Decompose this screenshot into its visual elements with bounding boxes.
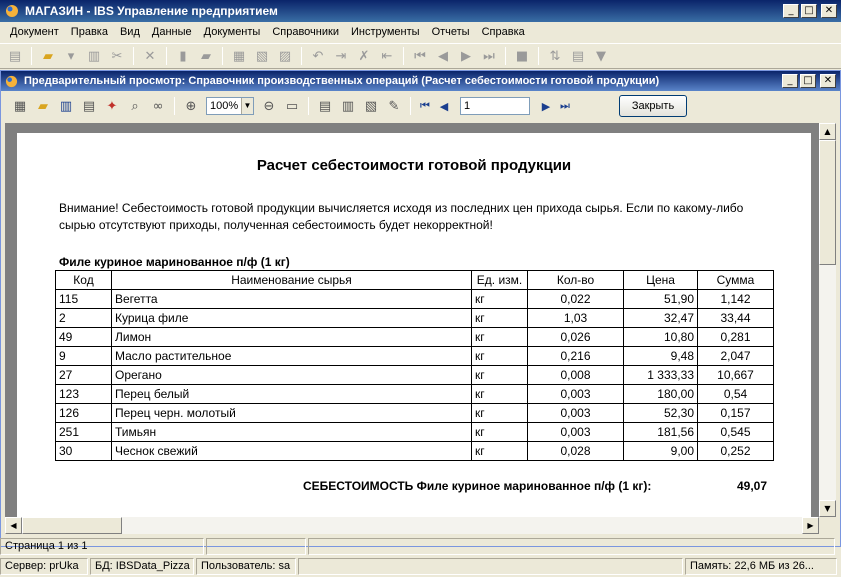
cell-code: 9 <box>56 347 112 366</box>
print-icon[interactable]: ▦ <box>13 98 27 114</box>
report-page <box>17 133 811 517</box>
paste-icon[interactable]: ▰ <box>201 48 211 64</box>
toolbar-separator <box>31 47 32 65</box>
app-icon <box>5 4 19 18</box>
cell-qty: 0,003 <box>528 404 624 423</box>
preview-icon[interactable]: ▧ <box>255 48 269 64</box>
col-sum: Сумма <box>698 271 774 290</box>
cell-name: Орегано <box>112 366 472 385</box>
print-icon[interactable]: ▦ <box>232 48 246 64</box>
binoculars-icon[interactable]: ∞ <box>152 98 164 114</box>
next-page-icon[interactable]: ▶ <box>541 99 551 113</box>
filter-icon[interactable]: ▼ <box>596 48 606 64</box>
delete-icon[interactable]: ✕ <box>144 48 156 64</box>
scroll-thumb[interactable] <box>819 140 836 265</box>
new-folder-icon[interactable]: ▾ <box>67 48 75 64</box>
toolbar-separator <box>538 47 539 65</box>
save-icon[interactable]: ▥ <box>59 98 73 114</box>
cell-unit: кг <box>472 328 528 347</box>
col-qty: Кол-во <box>528 271 624 290</box>
sort-icon[interactable]: ⇅ <box>549 48 561 64</box>
status-empty-cell <box>298 558 683 575</box>
toolbar-separator <box>403 47 404 65</box>
cell-name: Курица филе <box>112 309 472 328</box>
menu-help[interactable]: Справка <box>481 26 525 38</box>
table-row <box>56 366 774 385</box>
cell-unit: кг <box>472 385 528 404</box>
app-title: МАГАЗИН - IBS Управление предприятием <box>25 4 278 18</box>
cell-qty: 0,003 <box>528 423 624 442</box>
cell-unit: кг <box>472 366 528 385</box>
col-unit: Ед. изм. <box>472 271 528 290</box>
cell-sum: 10,667 <box>698 366 774 385</box>
menu-documents[interactable]: Документы <box>203 26 261 38</box>
preview-toolbar <box>1 92 840 120</box>
open-folder-icon[interactable]: ▰ <box>43 48 53 64</box>
cell-qty: 0,008 <box>528 366 624 385</box>
report-note: Внимание! Себестоимость готовой продукции вычисляется исходя из последних цен прихода сырья. Если по какому-либо сырью отсутствуют приходы, полученная себестоимость будет некорректной! <box>59 201 744 232</box>
table-row <box>56 404 774 423</box>
book-icon[interactable]: ▧ <box>364 98 378 114</box>
cell-name: Вегетта <box>112 290 472 309</box>
first-icon[interactable]: ⏮ <box>414 48 426 64</box>
page-info: Страница 1 из 1 <box>0 538 204 555</box>
last-page-icon[interactable]: ⏭ <box>560 99 570 112</box>
cell-price: 180,00 <box>624 385 698 404</box>
ingredients-table <box>55 270 774 461</box>
scroll-right-icon[interactable]: ▶ <box>802 517 819 534</box>
cell-qty: 0,028 <box>528 442 624 461</box>
properties-icon[interactable]: ▨ <box>278 48 292 64</box>
move-icon[interactable]: ⇥ <box>335 48 347 64</box>
cell-price: 181,56 <box>624 423 698 442</box>
total-value: 49,07 <box>737 479 768 493</box>
menu-document[interactable]: Документ <box>10 26 59 38</box>
cell-code: 2 <box>56 309 112 328</box>
preview-statusbar <box>0 538 841 556</box>
cell-qty: 0,022 <box>528 290 624 309</box>
cell-price: 32,47 <box>624 309 698 328</box>
menu-view[interactable]: Вид <box>119 26 140 38</box>
cancel-icon[interactable]: ✗ <box>358 48 370 64</box>
maximize-button[interactable]: □ <box>801 4 817 18</box>
cell-sum: 0,54 <box>698 385 774 404</box>
cell-price: 1 333,33 <box>624 366 698 385</box>
next-icon[interactable]: ▶ <box>461 48 471 64</box>
cell-price: 10,80 <box>624 328 698 347</box>
close-window-button[interactable]: ✕ <box>820 74 836 88</box>
zoom-select[interactable] <box>206 97 254 115</box>
margins-icon[interactable]: ▥ <box>341 98 355 114</box>
table-row <box>56 290 774 309</box>
cell-price: 52,30 <box>624 404 698 423</box>
zoom-out-icon[interactable]: ⊖ <box>263 98 275 114</box>
menu-bar <box>0 22 841 42</box>
cell-name: Тимьян <box>112 423 472 442</box>
table-row <box>56 385 774 404</box>
toolbar-separator <box>301 47 302 65</box>
cell-sum: 0,545 <box>698 423 774 442</box>
minimize-button[interactable]: _ <box>783 4 799 18</box>
menu-reports[interactable]: Отчеты <box>431 26 470 38</box>
fit-icon[interactable]: ▭ <box>285 98 299 114</box>
prev-icon[interactable]: ◀ <box>438 48 448 64</box>
close-window-button[interactable]: ✕ <box>821 4 837 18</box>
cell-code: 251 <box>56 423 112 442</box>
export-icon[interactable]: ▤ <box>82 98 96 114</box>
cell-sum: 1,142 <box>698 290 774 309</box>
toolbar-separator <box>174 97 175 115</box>
table-row <box>56 442 774 461</box>
cell-unit: кг <box>472 347 528 366</box>
find-icon[interactable]: ⌕ <box>131 98 139 114</box>
cell-unit: кг <box>472 309 528 328</box>
cell-code: 27 <box>56 366 112 385</box>
preview-title: Предварительный просмотр: Справочник производственных операций (Расчет себестоимости готовой продукции) <box>24 75 660 87</box>
undo-icon[interactable]: ↶ <box>312 48 324 64</box>
toolbar-separator <box>410 97 411 115</box>
cell-sum: 2,047 <box>698 347 774 366</box>
stop-icon[interactable]: ■ <box>515 48 529 64</box>
db-status: БД: IBSData_Pizza <box>90 558 194 575</box>
cell-unit: кг <box>472 404 528 423</box>
cell-sum: 33,44 <box>698 309 774 328</box>
cell-qty: 0,003 <box>528 385 624 404</box>
open-icon[interactable]: ▰ <box>38 98 48 114</box>
save-icon[interactable]: ▥ <box>87 48 101 64</box>
first-page-icon[interactable]: ⏮ <box>420 99 430 112</box>
report-title: Расчет себестоимости готовой продукции <box>256 157 572 174</box>
prev-page-icon[interactable]: ◀ <box>439 99 449 113</box>
copy-icon[interactable]: ▮ <box>179 48 187 64</box>
cell-price: 51,90 <box>624 290 698 309</box>
new-doc-icon[interactable]: ▤ <box>8 48 22 64</box>
toolbar-separator <box>133 47 134 65</box>
preview-titlebar <box>1 71 840 91</box>
cell-sum: 0,281 <box>698 328 774 347</box>
cell-name: Перец белый <box>112 385 472 404</box>
cell-code: 49 <box>56 328 112 347</box>
page-number-input[interactable]: 1 <box>460 97 530 115</box>
cell-qty: 0,026 <box>528 328 624 347</box>
vertical-scrollbar[interactable] <box>819 123 836 517</box>
menu-edit[interactable]: Правка <box>70 26 108 38</box>
cell-sum: 0,157 <box>698 404 774 423</box>
edit-icon[interactable]: ✎ <box>388 98 400 114</box>
table-header <box>56 271 774 290</box>
minimize-button[interactable]: _ <box>782 74 798 88</box>
menu-tools[interactable]: Инструменты <box>350 26 420 38</box>
product-name: Филе куриное маринованное п/ф (1 кг) <box>59 255 290 269</box>
menu-directories[interactable]: Справочники <box>272 26 339 38</box>
preview-window <box>0 70 841 547</box>
export-icon[interactable]: ▤ <box>571 48 585 64</box>
toolbar-separator <box>222 47 223 65</box>
toolbar-separator <box>308 97 309 115</box>
scroll-thumb[interactable] <box>22 517 122 534</box>
app-icon <box>5 75 18 88</box>
cell-name: Перец черн. молотый <box>112 404 472 423</box>
cell-code: 123 <box>56 385 112 404</box>
memory-status: Память: 22,6 МБ из 26... <box>685 558 837 575</box>
cell-code: 126 <box>56 404 112 423</box>
cell-name: Лимон <box>112 328 472 347</box>
cell-name: Чеснок свежий <box>112 442 472 461</box>
toolbar-separator <box>505 47 506 65</box>
zoom-value: 100% <box>210 100 239 112</box>
cell-unit: кг <box>472 442 528 461</box>
app-statusbar <box>0 558 841 576</box>
scroll-down-icon[interactable]: ▼ <box>819 500 836 517</box>
cut-icon[interactable]: ✂ <box>111 48 123 64</box>
menu-data[interactable]: Данные <box>151 26 192 38</box>
last-icon[interactable]: ⏭ <box>483 48 495 64</box>
cell-sum: 0,252 <box>698 442 774 461</box>
status-empty-cell <box>308 538 835 555</box>
cell-price: 9,00 <box>624 442 698 461</box>
table-row <box>56 347 774 366</box>
app-titlebar <box>0 0 841 22</box>
maximize-button[interactable]: □ <box>800 74 816 88</box>
cell-price: 9,48 <box>624 347 698 366</box>
scroll-up-icon[interactable]: ▲ <box>819 123 836 140</box>
pdf-icon[interactable]: ✦ <box>106 98 118 114</box>
col-name: Наименование сырья <box>112 271 472 290</box>
col-code: Код <box>56 271 112 290</box>
close-preview-button[interactable]: Закрыть <box>619 95 687 117</box>
clear-icon[interactable]: ⇤ <box>381 48 393 64</box>
zoom-in-icon[interactable]: ⊕ <box>185 98 197 114</box>
status-empty-cell <box>206 538 306 555</box>
total-label: СЕБЕСТОИМОСТЬ Филе куриное маринованное п/ф (1 кг): <box>303 479 652 493</box>
cell-qty: 1,03 <box>528 309 624 328</box>
cell-unit: кг <box>472 290 528 309</box>
table-row <box>56 423 774 442</box>
col-price: Цена <box>624 271 698 290</box>
horizontal-scrollbar[interactable] <box>5 517 819 534</box>
cell-qty: 0,216 <box>528 347 624 366</box>
main-toolbar <box>0 43 841 69</box>
user-status: Пользователь: sa <box>196 558 296 575</box>
chevron-down-icon[interactable]: ▼ <box>241 98 253 114</box>
cell-code: 30 <box>56 442 112 461</box>
table-row <box>56 309 774 328</box>
scroll-left-icon[interactable]: ◀ <box>5 517 22 534</box>
toolbar-separator <box>166 47 167 65</box>
table-row <box>56 328 774 347</box>
preview-area <box>5 123 819 517</box>
page-setup-icon[interactable]: ▤ <box>318 98 332 114</box>
cell-unit: кг <box>472 423 528 442</box>
server-status: Сервер: prUka <box>0 558 88 575</box>
cell-code: 115 <box>56 290 112 309</box>
cell-name: Масло растительное <box>112 347 472 366</box>
